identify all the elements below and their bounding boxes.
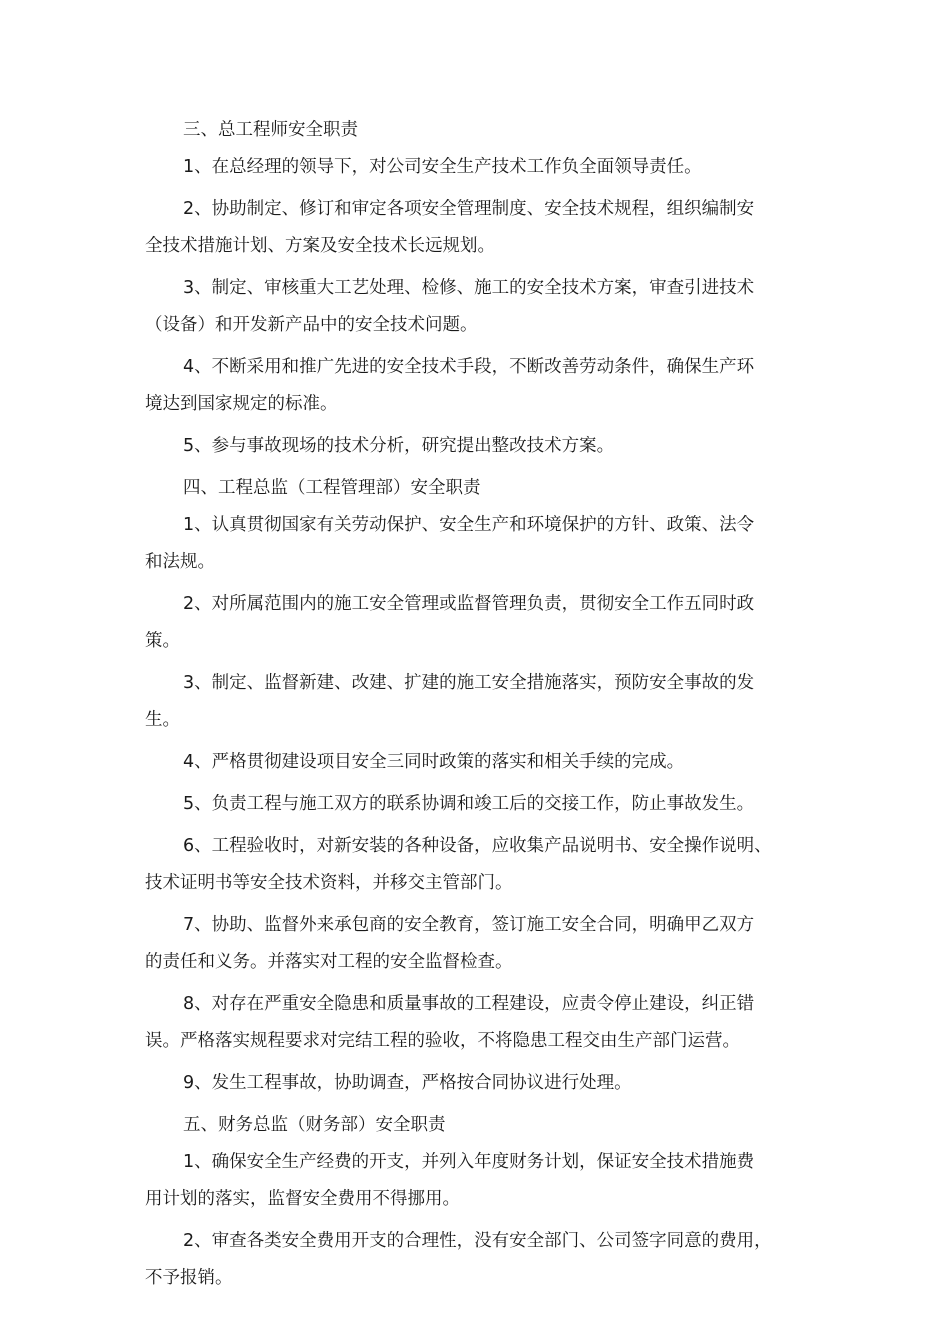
paragraph-line: 5、负责工程与施工双方的联系协调和竣工后的交接工作，防止事故发生。: [183, 794, 755, 814]
section-heading: 五、财务总监（财务部）安全职责: [183, 1115, 446, 1135]
paragraph-line: 4、严格贯彻建设项目安全三同时政策的落实和相关手续的完成。: [183, 752, 685, 772]
paragraph-line: 境达到国家规定的标准。: [145, 394, 338, 414]
paragraph-line: 2、协助制定、修订和审定各项安全管理制度、安全技术规程，组织编制安: [183, 199, 755, 219]
paragraph-line: 技术证明书等安全技术资料，并移交主管部门。: [145, 873, 513, 893]
paragraph-line: 8、对存在严重安全隐患和质量事故的工程建设，应责令停止建设，纠正错: [183, 994, 755, 1014]
paragraph-line: 全技术措施计划、方案及安全技术长远规划。: [145, 236, 495, 256]
paragraph-line: 策。: [145, 631, 180, 651]
section-heading: 三、总工程师安全职责: [183, 120, 358, 140]
section-heading: 四、工程总监（工程管理部）安全职责: [183, 478, 481, 498]
document-page: [145, 112, 807, 1297]
paragraph-line: 用计划的落实，监督安全费用不得挪用。: [145, 1189, 460, 1209]
paragraph-line: 和法规。: [145, 552, 215, 572]
paragraph-line: 的责任和义务。并落实对工程的安全监督检查。: [145, 952, 513, 972]
paragraph-line: 2、审查各类安全费用开支的合理性，没有安全部门、公司签字同意的费用，: [183, 1231, 772, 1251]
paragraph-line: 6、工程验收时，对新安装的各种设备，应收集产品说明书、安全操作说明、: [183, 836, 772, 856]
paragraph-line: 3、制定、审核重大工艺处理、检修、施工的安全技术方案，审查引进技术: [183, 278, 755, 298]
paragraph-line: 1、认真贯彻国家有关劳动保护、安全生产和环境保护的方针、政策、法令: [183, 515, 755, 535]
paragraph-line: 9、发生工程事故，协助调查，严格按合同协议进行处理。: [183, 1073, 632, 1093]
paragraph-line: 不予报销。: [145, 1268, 233, 1288]
paragraph-line: 4、不断采用和推广先进的安全技术手段，不断改善劳动条件，确保生产环: [183, 357, 755, 377]
paragraph-line: 1、在总经理的领导下，对公司安全生产技术工作负全面领导责任。: [183, 157, 702, 177]
paragraph-line: 1、确保安全生产经费的开支，并列入年度财务计划，保证安全技术措施费: [183, 1152, 755, 1172]
paragraph-line: 2、对所属范围内的施工安全管理或监督管理负责，贯彻安全工作五同时政: [183, 594, 755, 614]
paragraph-line: 误。严格落实规程要求对完结工程的验收，不将隐患工程交由生产部门运营。: [145, 1031, 740, 1051]
paragraph-line: 3、制定、监督新建、改建、扩建的施工安全措施落实，预防安全事故的发: [183, 673, 755, 693]
paragraph-line: 生。: [145, 710, 180, 730]
paragraph-line: 5、参与事故现场的技术分析，研究提出整改技术方案。: [183, 436, 615, 456]
paragraph-line: （设备）和开发新产品中的安全技术问题。: [145, 315, 478, 335]
paragraph-line: 7、协助、监督外来承包商的安全教育，签订施工安全合同，明确甲乙双方: [183, 915, 755, 935]
